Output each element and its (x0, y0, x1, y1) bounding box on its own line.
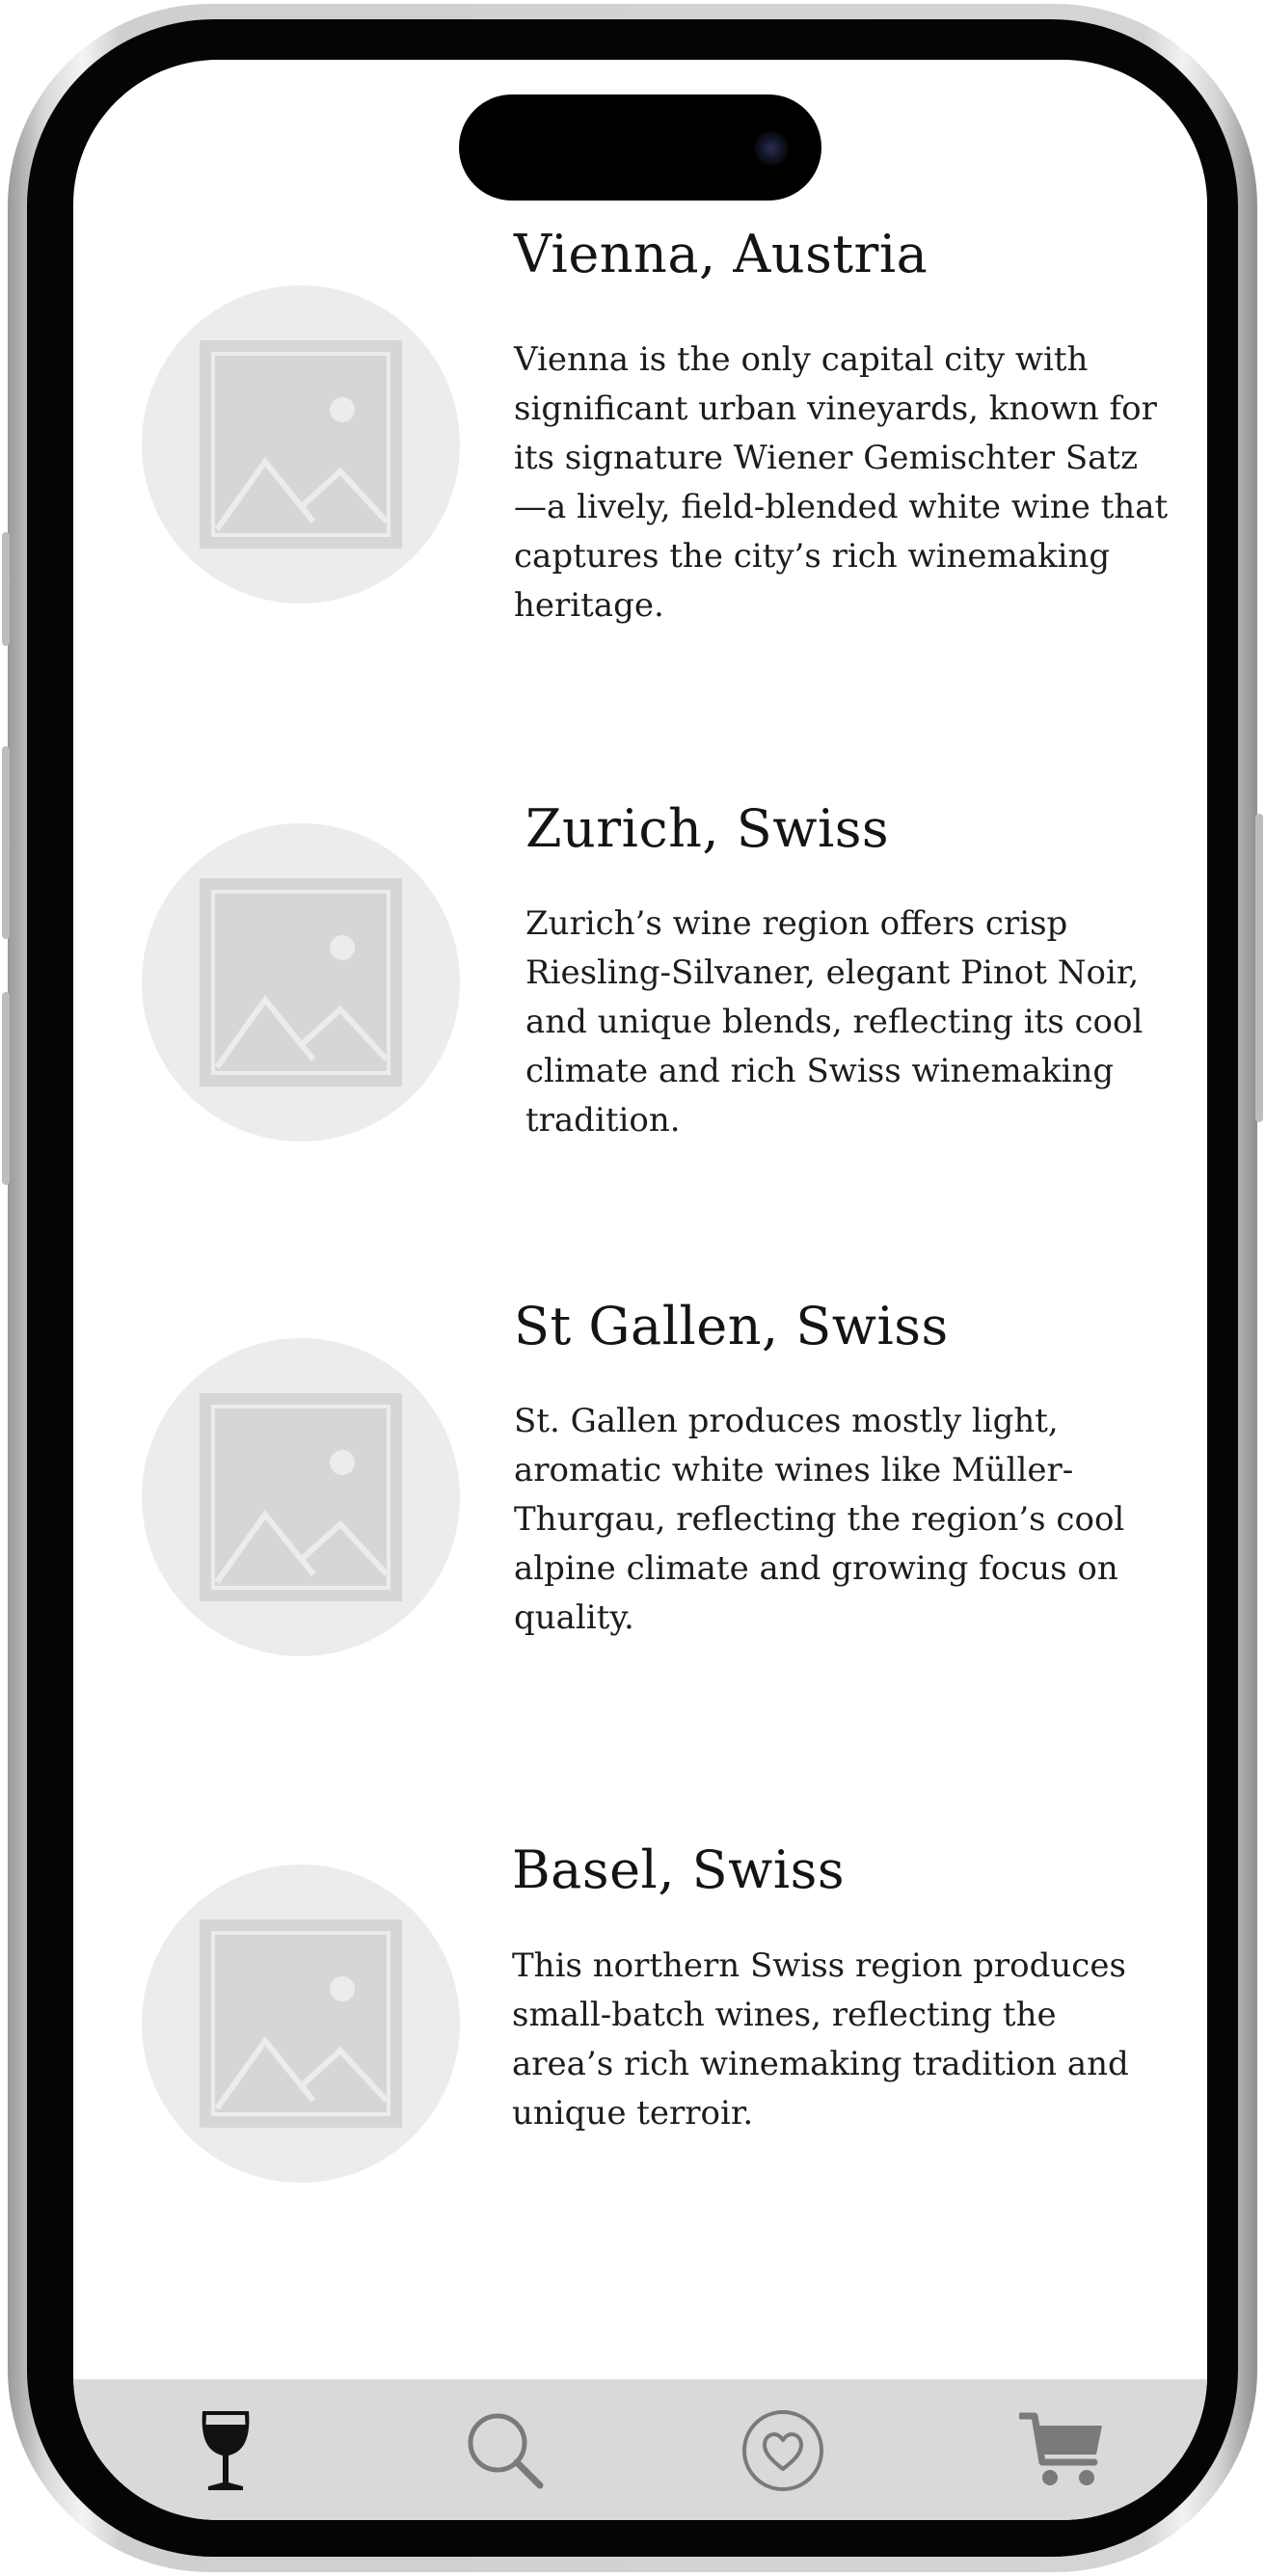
image-placeholder-icon (200, 1393, 402, 1601)
action-button (2, 532, 10, 646)
heart-icon (741, 2409, 824, 2492)
screen (73, 60, 1207, 2520)
region-title: Vienna, Austria (514, 224, 929, 284)
region-image-placeholder (142, 1338, 460, 1656)
region-card[interactable] (73, 1120, 1207, 1660)
region-description: St. Gallen produces mostly light, aromatic white wines like Müller-Thurgau, reflecting the region’s cool alpine climate and growing focus on quality. (514, 1402, 1125, 1637)
region-title: Zurich, Swiss (525, 798, 890, 859)
region-card[interactable] (73, 60, 1207, 625)
region-image-placeholder (142, 285, 460, 604)
side-button (1255, 814, 1263, 1122)
search-icon (465, 2410, 546, 2491)
region-image-placeholder (142, 1865, 460, 2183)
region-card[interactable] (73, 600, 1207, 1140)
region-title: Basel, Swiss (512, 1839, 846, 1900)
tab-wines[interactable] (179, 2404, 272, 2497)
region-card[interactable] (73, 1660, 1207, 2239)
tab-cart[interactable] (1016, 2404, 1109, 2497)
image-placeholder-icon (200, 340, 402, 549)
cart-icon (1019, 2410, 1106, 2491)
phone-frame (8, 4, 1257, 2572)
tab-bar (73, 2379, 1207, 2520)
volume-down-button (2, 992, 10, 1185)
tab-search[interactable] (459, 2404, 552, 2497)
tab-favorites[interactable] (737, 2404, 829, 2497)
region-image-placeholder (142, 823, 460, 1141)
image-placeholder-icon (200, 878, 402, 1087)
volume-up-button (2, 746, 10, 939)
region-description: Vienna is the only capital city with significant urban vineyards, known for its signature Wiener Gemischter Satz—a lively, field-blended white wine that captures the city’s rich winemaking heritage. (514, 340, 1169, 625)
region-title: St Gallen, Swiss (514, 1296, 949, 1356)
region-description: Zurich’s wine region offers crisp Riesling-Silvaner, elegant Pinot Noir, and unique blends, reflecting its cool climate and rich Swiss winemaking tradition. (525, 904, 1144, 1140)
image-placeholder-icon (200, 1919, 402, 2128)
region-description: This northern Swiss region produces small-batch wines, reflecting the area’s rich winemaking tradition and unique terroir. (512, 1946, 1129, 2133)
wine-glass-icon (197, 2407, 255, 2494)
